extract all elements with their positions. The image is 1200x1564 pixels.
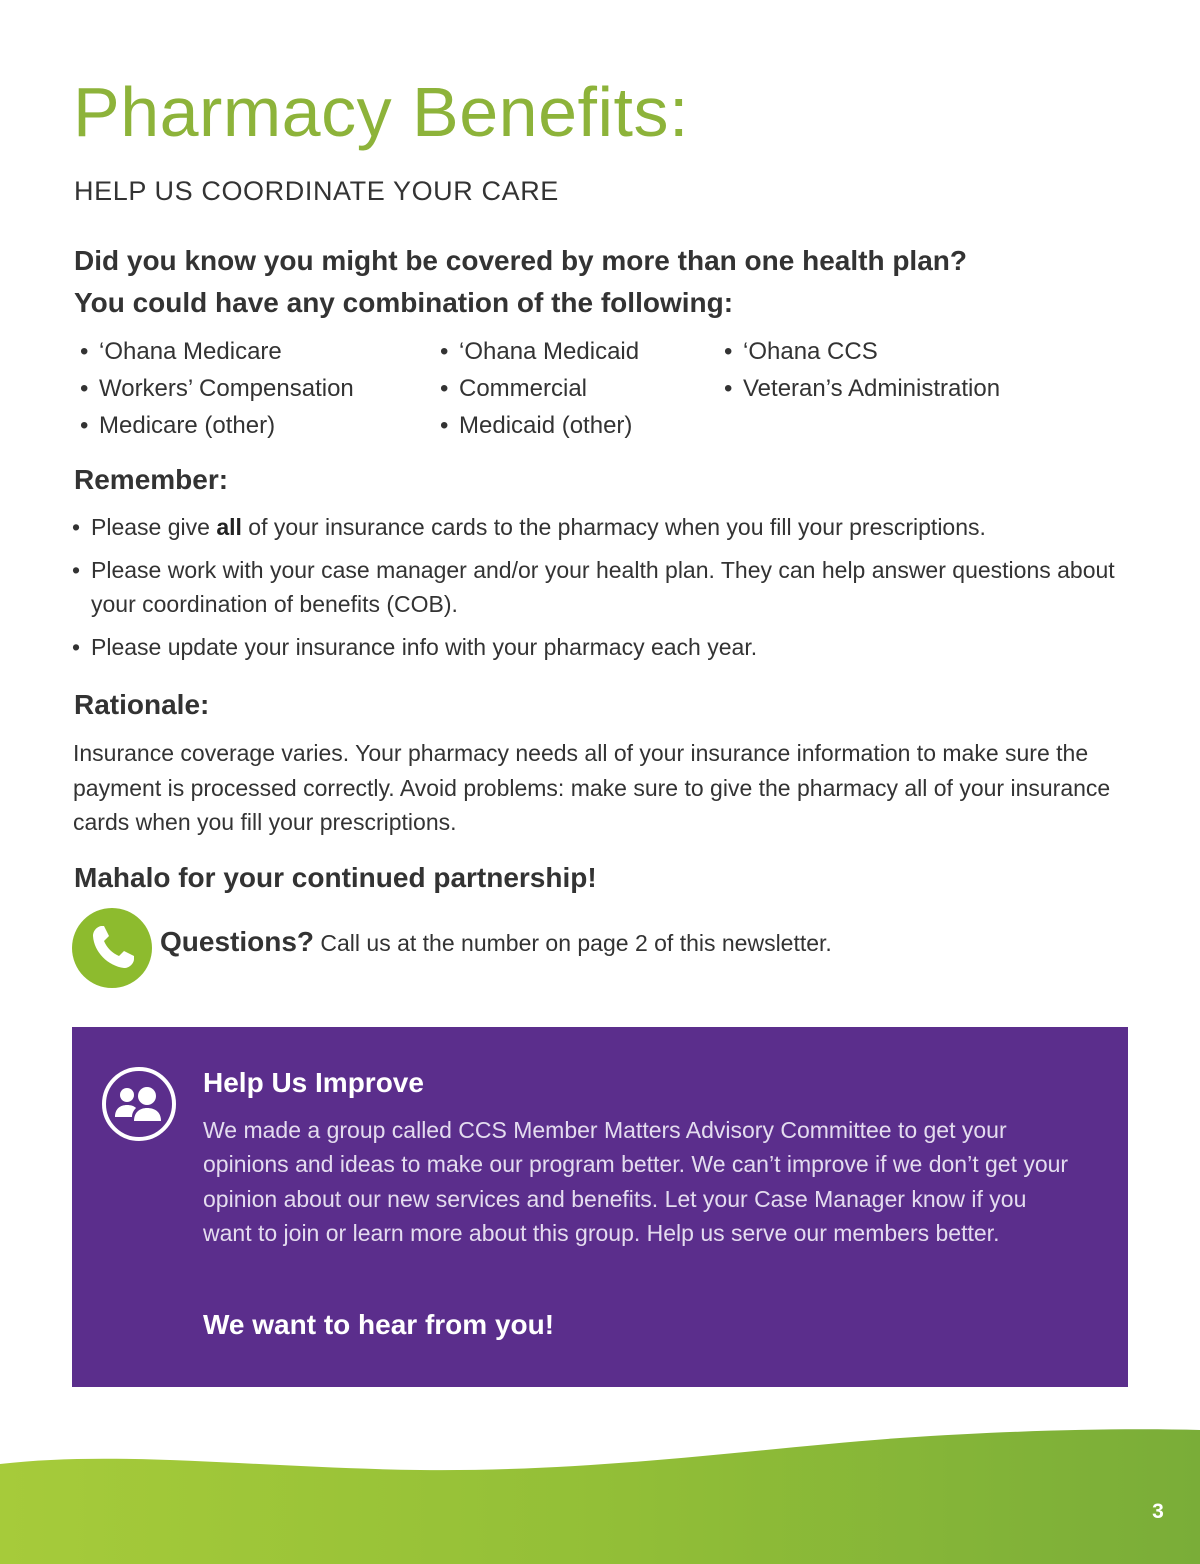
box-body: We made a group called CCS Member Matters Advisory Committee to get your opinions and ideas to make our program better. We can’t improve if we don’t get your opinion about our new services and benefits. Let your Case Manager know if you want to join or learn more about this group. Help us serve our members better.	[203, 1117, 1069, 1247]
emphasis-all: all	[216, 514, 242, 540]
page-title: Pharmacy Benefits:	[73, 73, 689, 151]
bullet-icon: •	[724, 375, 733, 402]
list-item: • Please give all of your insurance cards to the pharmacy when you fill your prescriptions.	[72, 510, 1132, 544]
bullet-icon: •	[72, 557, 81, 583]
intro-question	[74, 240, 1124, 324]
rationale-heading: Rationale:	[74, 689, 210, 720]
questions-label: Questions?	[160, 926, 315, 957]
bullet-icon: •	[440, 375, 449, 402]
questions-callout	[160, 926, 832, 958]
page-number: 3	[1152, 1500, 1164, 1523]
bullet-icon: •	[724, 338, 733, 365]
group-icon	[100, 1065, 178, 1143]
list-item: • ‘Ohana Medicare	[80, 333, 420, 370]
list-item: • Please work with your case manager and/or your health plan. They can help answer questions about your coordination of benefits (COB).	[72, 553, 1132, 621]
bullet-icon: •	[72, 514, 81, 540]
box-title: Help Us Improve	[203, 1067, 424, 1098]
plan-column-3	[724, 333, 1064, 407]
list-item: • Medicare (other)	[80, 407, 420, 444]
phone-icon	[72, 908, 152, 988]
rationale-text: Insurance coverage varies. Your pharmacy needs all of your insurance information to make sure the payment is processed correctly. Avoid problems: make sure to give the pharmacy all of your insurance cards when you fill your prescriptions.	[73, 740, 1111, 835]
bullet-icon: •	[440, 338, 449, 365]
intro-line-2: You could have any combination of the following:	[74, 287, 734, 318]
box-footer: We want to hear from you!	[203, 1309, 555, 1340]
bullet-icon: •	[80, 338, 89, 365]
list-item: • ‘Ohana CCS	[724, 333, 1064, 370]
bullet-icon: •	[80, 412, 89, 439]
questions-text: Call us at the number on page 2 of this newsletter.	[314, 930, 832, 956]
plan-column-1	[80, 333, 420, 444]
list-item: • Please update your insurance info with your pharmacy each year.	[72, 630, 1132, 664]
bullet-icon: •	[440, 412, 449, 439]
decorative-wave	[0, 1400, 1200, 1564]
list-item: • Workers’ Compensation	[80, 370, 420, 407]
list-item: • ‘Ohana Medicaid	[440, 333, 780, 370]
intro-line-1: Did you know you might be covered by more than one health plan?	[74, 245, 967, 276]
list-item: • Veteran’s Administration	[724, 370, 1064, 407]
remember-list	[72, 510, 1132, 673]
closing-text: Mahalo for your continued partnership!	[74, 862, 597, 893]
bullet-icon: •	[72, 634, 81, 660]
help-us-improve-box	[72, 1027, 1128, 1387]
list-item: • Medicaid (other)	[440, 407, 780, 444]
bullet-icon: •	[80, 375, 89, 402]
list-item: • Commercial	[440, 370, 780, 407]
remember-heading: Remember:	[74, 464, 229, 495]
section-subtitle: HELP US COORDINATE YOUR CARE	[74, 176, 559, 206]
